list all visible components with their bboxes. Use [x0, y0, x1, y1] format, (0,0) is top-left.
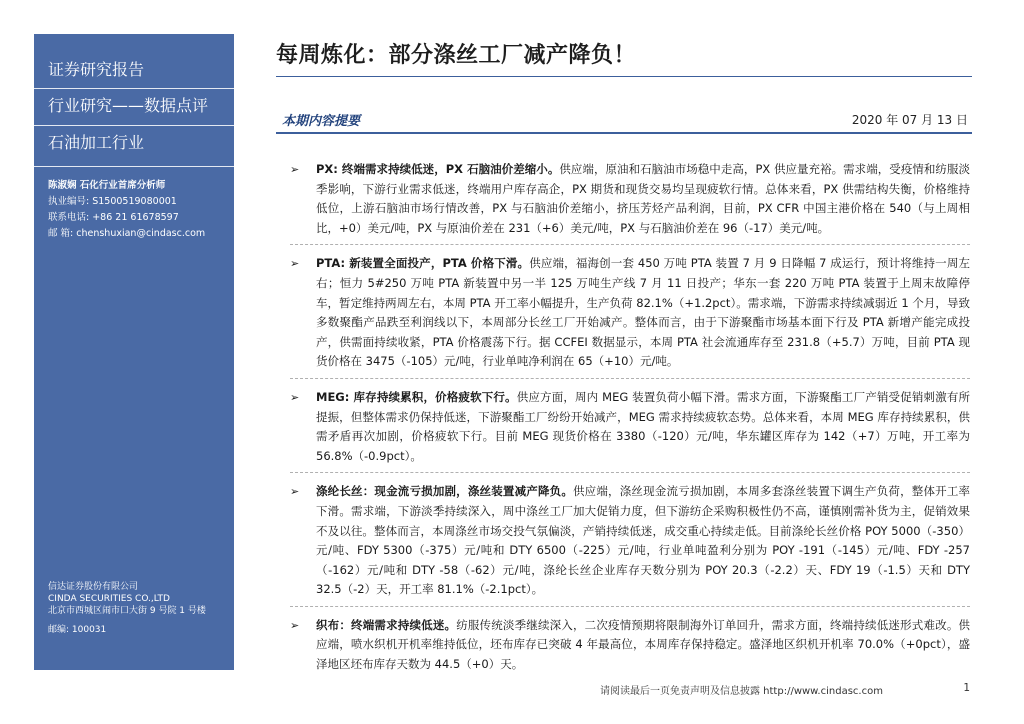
industry-name: 石油加工行业	[48, 133, 145, 152]
item-separator	[290, 244, 970, 246]
section-divider	[276, 132, 972, 134]
company-address: 北京市西城区闹市口大街 9 号院 1 号楼	[48, 606, 206, 616]
arrow-bullet-icon: ➢	[290, 618, 300, 632]
author-name: 陈淑娴 石化行业首席分析师	[48, 180, 166, 191]
page-number: 1	[963, 682, 970, 694]
arrow-bullet-icon: ➢	[290, 257, 300, 271]
report-date: 2020 年 07 月 13 日	[851, 113, 968, 127]
sidebar	[34, 34, 234, 670]
item-heading: MEG: 库存持续累积，价格疲软下行。	[316, 389, 517, 404]
summary-item-pta	[290, 254, 970, 372]
author-phone: 联系电话: +86 21 61678597	[48, 212, 179, 223]
item-body: 供应端，福海创一套 450 万吨 PTA 装置 7 月 9 日降幅 7 成运行，预计将维持一周左右；恒力 5#250 万吨 PTA 新装置中另一半 125 万吨生产线 7 月 11 日投产；华东一套 220 万吨 PTA 装置于上周末故障停车，暂定维持两周左右，本周 PTA 开工率小幅提升，生产负荷 82.1%（+1.2pct）。需求端，下游需求持续减弱近 1 个月，导致多数聚酯产品跌至利润线以下，本周部分长丝工厂开始减产。整体而言，由于下游聚酯市场基本面下行及 PTA 新增产能完成投产，供需面持续收紧，PTA 价格震荡下行。据 CCFEI 数据显示，本周 PTA 社会流通库存至 231.8（+5.7）万吨，目前 PTA 现货价格在 3475（-105）元/吨，行业单吨净利润在 65（+10）元/吨。	[316, 256, 970, 369]
summary-item-px	[290, 160, 970, 238]
summary-item-weaving	[290, 616, 970, 675]
author-block	[48, 178, 205, 242]
footer-disclaimer[interactable]: 请阅读最后一页免责声明及信息披露 http://www.cindasc.com	[600, 686, 883, 697]
item-heading: PX: 终端需求持续低迷，PX 石脑油价差缩小。	[316, 162, 560, 176]
item-body: 供应端，原油和石脑油市场稳中走高，PX 供应量充裕。需求端，受疫情和纺服淡季影响，下游行业需求低迷，终端用户库存高企，PX 期货和现货交易均呈现疲软行情。总体来看，PX 供需结构失衡，价格维持低位，上游石脑油市场行情改善，PX 与石脑油价差缩小，挤压芳烃产品利润，目前，PX CFR 中国主港价格在 540（与上周相比，+0）美元/吨，PX 与原油价差在 231（+6）美元/吨，PX 与石脑油价差在 96（-17）美元/吨。	[316, 162, 970, 235]
item-heading: 涤纶长丝：现金流亏损加剧，涤丝装置减产降负。	[316, 484, 573, 499]
sidebar-divider	[34, 88, 234, 89]
report-type: 证券研究报告	[48, 60, 145, 79]
item-separator	[290, 378, 970, 380]
arrow-bullet-icon: ➢	[290, 485, 300, 499]
sidebar-divider	[34, 125, 234, 126]
company-zip: 邮编: 100031	[48, 625, 107, 635]
summary-item-polyester	[290, 482, 970, 600]
research-type: 行业研究——数据点评	[48, 96, 209, 115]
title-divider	[276, 76, 972, 77]
sidebar-divider	[34, 166, 234, 167]
item-heading: 织布：终端需求持续低迷。	[316, 617, 457, 632]
author-license: 执业编号: S1500519080001	[48, 196, 177, 207]
item-body: 供应端，涤丝现金流亏损加剧，本周多套涤丝装置下调生产负荷，整体开工率下滑。需求端，下游淡季持续深入，周中涤丝工厂加大促销力度，但下游纺企采购积极性仍不高，谨慎刚需补货为主，促销效果不及以往。整体而言，本周涤丝市场交投气氛偏淡，产销持续低迷，成交重心持续走低。目前涤纶长丝价格 POY 5000（-350）元/吨、FDY 5300（-375）元/吨和 DTY 6500（-225）元/吨，行业单吨盈利分别为 POY -191（-145）元/吨、FDY -257（-162）元/吨和 DTY -58（-62）元/吨，涤纶长丝企业库存天数分别为 POY 20.3（-2.2）天、FDY 19（-1.5）天和 DTY 32.5（-2）天，开工率 81.1%（-2.1pct）。	[316, 484, 970, 597]
page-title: 每周炼化：部分涤丝工厂减产降负！	[276, 43, 637, 68]
company-name-cn: 信达证券股份有限公司	[48, 582, 139, 592]
company-block	[48, 581, 206, 617]
company-name-en: CINDA SECURITIES CO.,LTD	[48, 594, 170, 604]
item-body: 纺服传统淡季继续深入，二次疫情预期将限制海外订单回升，需求方面，终端持续低迷形式难改。供应端，喷水织机开机率维持低位，坯布库存已突破 4 年最高位，本周库存保持稳定。盛泽地区织机开机率 70.0%（+0pct），盛泽地区坯布库存天数为 44.5（+0）天。	[316, 617, 971, 672]
item-heading: PTA: 新装置全面投产，PTA 价格下滑。	[316, 256, 530, 271]
arrow-bullet-icon: ➢	[290, 163, 300, 176]
summary-header	[276, 108, 972, 132]
item-body: 供应方面，周内 MEG 装置负荷小幅下滑。需求方面，下游聚酯工厂产销受促销刺激有所提振，但整体需求仍保持低迷，下游聚酯工厂纷纷开始减产，MEG 需求持续疲软态势。总体来看，本周 MEG 库存持续累积，供需矛盾再次加剧，价格疲软下行。目前 MEG 现货价格在 3380（-120）元/吨，华东罐区库存为 142（+7）万吨，开工率为 56.8%（-0.9pct）。	[316, 389, 971, 463]
item-separator	[290, 606, 970, 608]
arrow-bullet-icon: ➢	[290, 390, 300, 404]
summary-content	[290, 160, 970, 675]
section-label: 本期内容提要	[282, 114, 361, 129]
item-separator	[290, 472, 970, 474]
author-email[interactable]: 邮 箱: chenshuxian@cindasc.com	[48, 228, 206, 239]
summary-item-meg	[290, 388, 970, 466]
